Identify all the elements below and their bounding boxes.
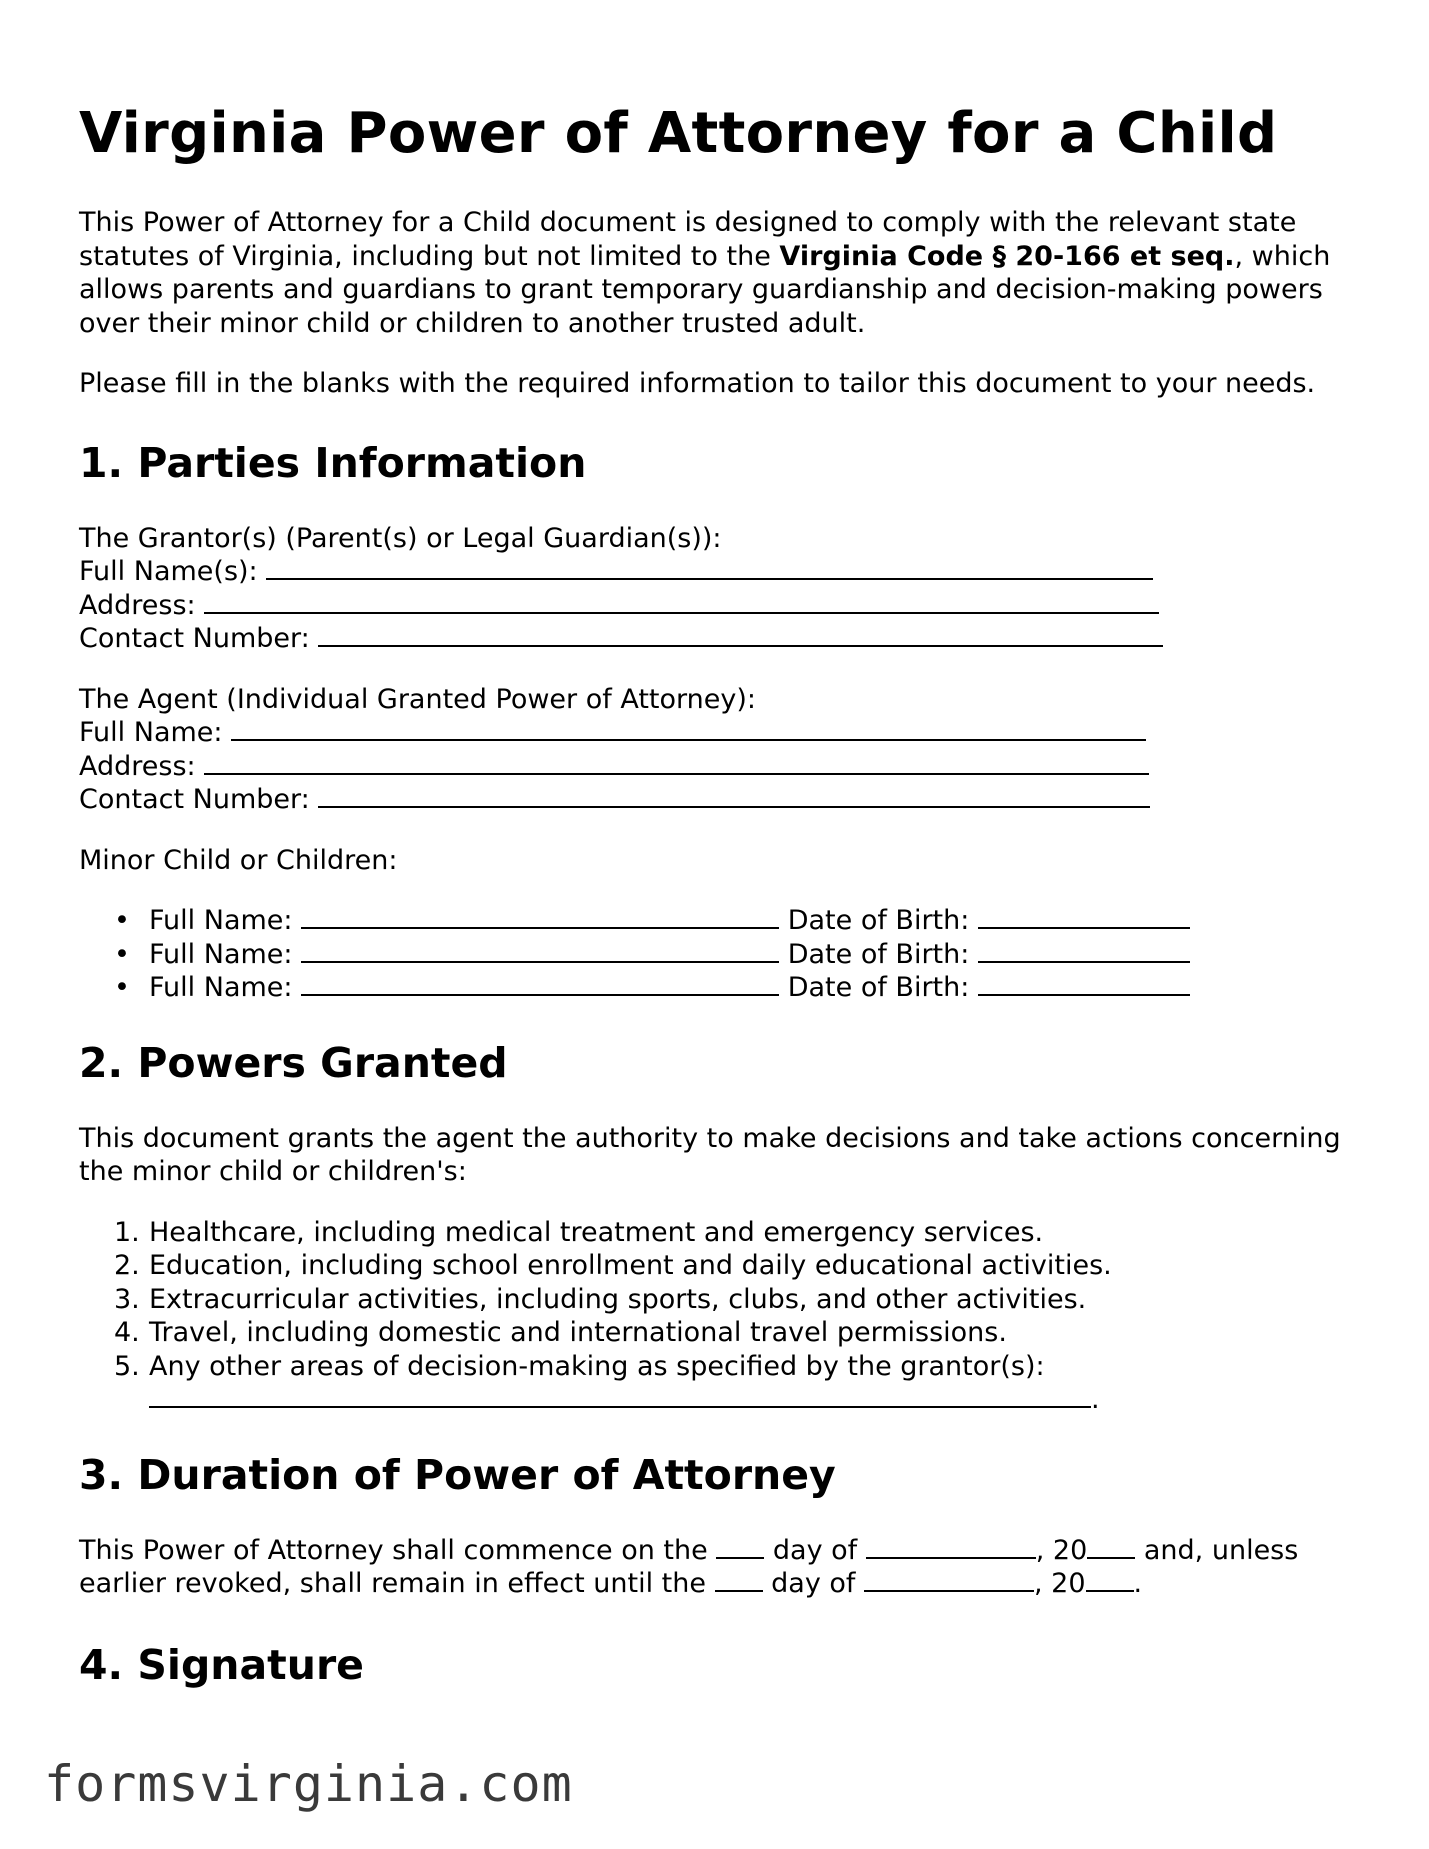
power-number: 1. [114,1216,140,1248]
duration-end-line [79,1567,1369,1601]
agent-address-field[interactable] [204,751,1149,775]
section-heading-duration: 3. Duration of Power of Attorney [79,1450,836,1499]
agent-block [79,683,1369,817]
duration-end-text: earlier revoked, shall remain in effect until the [79,1568,715,1599]
child-row [114,971,1369,1005]
intro-paragraph [79,206,1369,340]
grantor-address-label: Address: [79,589,196,621]
child-name-field[interactable] [301,905,779,929]
agent-address-label: Address: [79,750,196,782]
children-block [79,844,1369,1005]
start-day-field[interactable] [716,1535,764,1559]
end-month-field[interactable] [864,1568,1034,1592]
grantor-address-field[interactable] [204,590,1159,614]
end-year-field[interactable] [1086,1568,1134,1592]
bullet-icon: • [114,972,130,1003]
statute-citation: Virginia Code § 20-166 et seq. [779,240,1235,272]
instructions-paragraph: Please fill in the blanks with the required information to tailor this document to your needs. [79,368,1316,399]
document-title: Virginia Power of Attorney for a Child [79,101,1278,166]
watermark: formsvirginia.com [44,1755,573,1813]
agent-contact-row [79,783,1369,817]
intro-text-start: This Power of Attorney for a Child document is designed to comply with the relevant state statutes of Virginia, including but not limited to the [79,207,1297,272]
child-dob-label: Date of Birth: [787,905,970,936]
other-powers-field[interactable] [149,1384,1091,1408]
section-heading-powers: 2. Powers Granted [79,1038,508,1087]
intro-text-end: , which allows parents and guardians to grant temporary guardianship and decision-making powers over their minor child or children to another trusted adult. [79,240,1331,339]
power-item [114,1350,1369,1417]
children-list [79,904,1369,1005]
power-item [114,1316,1369,1350]
powers-list [79,1216,1369,1417]
section-heading-signature: 4. Signature [79,1640,364,1689]
grantor-contact-label: Contact Number: [79,623,310,654]
section-heading-parties: 1. Parties Information [79,438,587,487]
powers-intro: This document grants the agent the authority to make decisions and take actions concerning the minor child or children's: [79,1122,1341,1187]
child-name-label: Full Name: [149,938,293,970]
child-dob-field[interactable] [978,939,1190,963]
power-text: Travel, including domestic and international travel permissions. [149,1317,1007,1348]
power-number: 2. [114,1250,140,1281]
power-item [114,1216,1369,1250]
other-powers-end: . [1091,1384,1100,1415]
children-label: Minor Child or Children: [79,844,398,876]
grantor-name-label: Full Name(s): [79,556,258,587]
grantor-contact-field[interactable] [318,623,1163,647]
duration-start-dayof: day of [764,1534,866,1566]
duration-start-text: This Power of Attorney shall commence on the [79,1534,717,1566]
start-year-field[interactable] [1087,1535,1135,1559]
end-day-field[interactable] [715,1568,763,1592]
duration-end-century: , 20 [1034,1568,1086,1599]
power-number: 5. [114,1350,140,1382]
grantor-name-row [79,555,1369,589]
power-item [114,1283,1369,1317]
grantor-block [79,522,1369,656]
child-name-label: Full Name: [149,905,293,936]
document-page [79,0,1369,1689]
duration-end-period: . [1133,1568,1143,1599]
power-text: Extracurricular activities, including sports, clubs, and other activities. [149,1283,1087,1315]
power-text: Education, including school enrollment and daily educational activities. [149,1250,1112,1281]
agent-address-row [79,750,1369,784]
bullet-icon: • [114,905,130,936]
child-dob-label: Date of Birth: [787,972,970,1003]
grantor-label: The Grantor(s) (Parent(s) or Legal Guardian(s)): [79,522,722,554]
power-text: Healthcare, including medical treatment and emergency services. [149,1216,1044,1248]
child-name-field[interactable] [301,939,779,963]
bullet-icon: • [114,938,130,970]
child-dob-field[interactable] [978,972,1190,996]
grantor-contact-row [79,622,1369,656]
agent-name-field[interactable] [231,717,1146,741]
duration-end-dayof: day of [762,1568,864,1599]
grantor-address-row [79,589,1369,623]
child-dob-label: Date of Birth: [787,938,970,970]
child-dob-field[interactable] [978,905,1190,929]
duration-start-end: and, unless [1135,1534,1299,1566]
duration-block [79,1534,1369,1601]
agent-name-row [79,716,1369,750]
agent-contact-label: Contact Number: [79,784,310,815]
power-item [114,1249,1369,1283]
child-row [114,938,1369,972]
power-text: Any other areas of decision-making as specified by the grantor(s): [149,1350,1045,1382]
duration-start-line [79,1534,1369,1568]
grantor-name-field[interactable] [266,556,1153,580]
child-row [114,904,1369,938]
agent-label: The Agent (Individual Granted Power of Attorney): [79,683,756,715]
child-name-field[interactable] [301,972,779,996]
child-name-label: Full Name: [149,972,293,1003]
duration-start-century: , 20 [1035,1534,1088,1566]
agent-name-label: Full Name: [79,717,223,748]
agent-contact-field[interactable] [318,784,1150,808]
power-number: 3. [114,1283,140,1315]
power-number: 4. [114,1317,140,1348]
start-month-field[interactable] [866,1535,1036,1559]
